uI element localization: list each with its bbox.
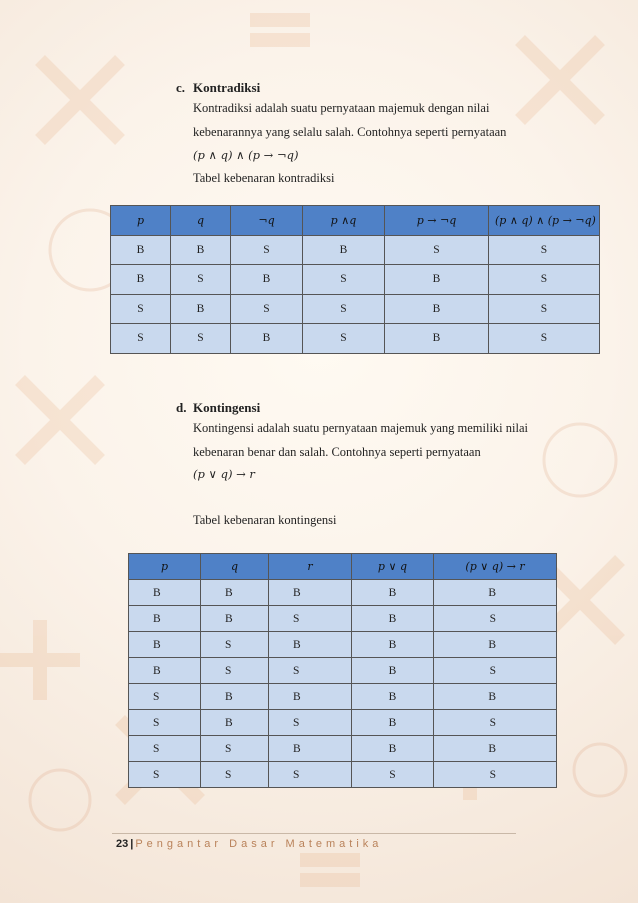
table-cell: S — [303, 265, 385, 295]
table-cell: B — [303, 235, 385, 265]
table-cell: S — [489, 294, 600, 324]
column-header: q — [171, 206, 231, 236]
column-header: (p ∨ q) → r — [434, 554, 557, 580]
section-marker: d. — [176, 400, 187, 415]
table-cell: S — [269, 606, 352, 632]
footer-divider — [112, 833, 516, 834]
table-row — [111, 324, 600, 354]
table-cell: B — [111, 265, 171, 295]
table-cell: S — [269, 658, 352, 684]
page-number: 23 — [116, 838, 129, 850]
table-cell: S — [489, 235, 600, 265]
table-cell: B — [434, 632, 557, 658]
column-header: q — [201, 554, 269, 580]
table-cell: S — [129, 710, 201, 736]
table-cell: S — [171, 324, 231, 354]
table-row — [129, 736, 557, 762]
table-row — [129, 684, 557, 710]
table-cell: B — [171, 235, 231, 265]
table-cell: B — [352, 736, 434, 762]
table-cell: S — [129, 736, 201, 762]
footer-separator: | — [130, 838, 134, 850]
table-cell: B — [352, 580, 434, 606]
table-cell: B — [111, 235, 171, 265]
table-row — [111, 265, 600, 295]
table-cell: S — [171, 265, 231, 295]
example-formula: (p ∧ q) ∧ (p → ¬q) — [193, 148, 299, 162]
table-cell: B — [129, 632, 201, 658]
running-title: Pengantar Dasar Matematika — [135, 838, 383, 850]
table-caption: Tabel kebenaran kontingensi — [193, 513, 337, 527]
column-header: p → ¬q — [385, 206, 489, 236]
column-header: p — [111, 206, 171, 236]
table-row — [129, 580, 557, 606]
table-cell: S — [269, 762, 352, 788]
header-row — [129, 554, 557, 580]
table-cell: S — [111, 324, 171, 354]
table-cell: B — [352, 606, 434, 632]
table-cell: S — [385, 235, 489, 265]
table-cell: S — [489, 265, 600, 295]
table-cell: B — [352, 632, 434, 658]
table-cell: B — [434, 580, 557, 606]
header-row — [111, 206, 600, 236]
table-cell: S — [434, 710, 557, 736]
table-row — [129, 710, 557, 736]
table-body — [111, 235, 600, 353]
column-header: r — [269, 554, 352, 580]
table-cell: B — [129, 606, 201, 632]
table-cell: S — [129, 684, 201, 710]
table-cell: B — [385, 324, 489, 354]
truth-table-kontradiksi — [110, 205, 600, 354]
table-cell: S — [303, 294, 385, 324]
column-header: p — [129, 554, 201, 580]
table-cell: B — [385, 294, 489, 324]
table-cell: S — [231, 294, 303, 324]
column-header: (p ∧ q) ∧ (p → ¬q) — [489, 206, 600, 236]
table-cell: S — [352, 762, 434, 788]
table-cell: B — [201, 580, 269, 606]
section-heading-kontingensi — [176, 400, 260, 416]
table-cell: S — [231, 235, 303, 265]
table-cell: S — [201, 736, 269, 762]
paragraph-line: Kontingensi adalah suatu pernyataan majemuk yang memiliki nilai — [193, 421, 528, 435]
column-header: p ∨ q — [352, 554, 434, 580]
table-cell: B — [201, 684, 269, 710]
table-cell: S — [201, 762, 269, 788]
table-header — [129, 554, 557, 580]
table-cell: B — [129, 580, 201, 606]
table-row — [129, 762, 557, 788]
table-caption: Tabel kebenaran kontradiksi — [193, 171, 335, 185]
table-row — [129, 658, 557, 684]
table-cell: B — [269, 580, 352, 606]
table-body — [129, 580, 557, 788]
table-cell: B — [129, 658, 201, 684]
example-formula: (p ∨ q) → r — [193, 467, 255, 481]
column-header: ¬q — [231, 206, 303, 236]
table-cell: B — [434, 736, 557, 762]
table-cell: B — [269, 684, 352, 710]
table-row — [111, 294, 600, 324]
table-cell: B — [434, 684, 557, 710]
table-cell: S — [303, 324, 385, 354]
table-row — [129, 606, 557, 632]
table-cell: S — [201, 658, 269, 684]
paragraph-line: kebenarannya yang selalu salah. Contohnya seperti pernyataan — [193, 125, 507, 139]
section-title: Kontradiksi — [193, 80, 261, 95]
table-row — [129, 632, 557, 658]
table-cell: S — [489, 324, 600, 354]
table-cell: B — [352, 658, 434, 684]
table-cell: S — [434, 658, 557, 684]
table-cell: B — [231, 265, 303, 295]
table-cell: B — [201, 710, 269, 736]
table-cell: B — [231, 324, 303, 354]
table-cell: B — [352, 710, 434, 736]
table-cell: B — [269, 736, 352, 762]
table-cell: S — [269, 710, 352, 736]
table-cell: S — [434, 606, 557, 632]
table-cell: S — [111, 294, 171, 324]
table-cell: B — [385, 265, 489, 295]
section-marker: c. — [176, 80, 186, 95]
truth-table-kontingensi — [128, 553, 557, 788]
section-title: Kontingensi — [193, 400, 261, 415]
table-cell: S — [201, 632, 269, 658]
table-header — [111, 206, 600, 236]
table-row — [111, 235, 600, 265]
paragraph-line: Kontradiksi adalah suatu pernyataan majemuk dengan nilai — [193, 101, 490, 115]
table-cell: B — [171, 294, 231, 324]
page-footer — [116, 838, 382, 850]
table-cell: B — [352, 684, 434, 710]
table-cell: B — [201, 606, 269, 632]
table-cell: B — [269, 632, 352, 658]
table-cell: S — [129, 762, 201, 788]
table-cell: S — [434, 762, 557, 788]
paragraph-line: kebenaran benar dan salah. Contohnya seperti pernyataan — [193, 445, 481, 459]
section-heading-kontradiksi — [176, 80, 260, 96]
column-header: p ∧q — [303, 206, 385, 236]
